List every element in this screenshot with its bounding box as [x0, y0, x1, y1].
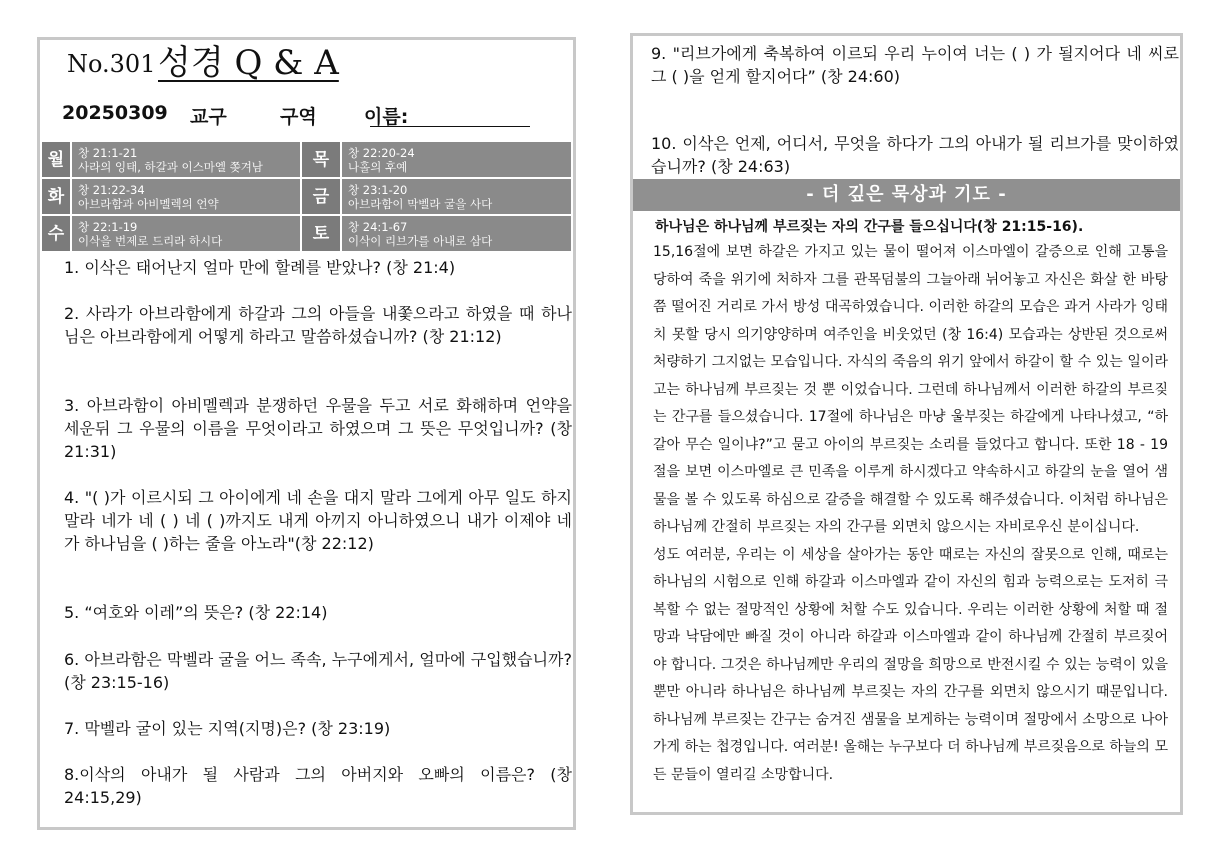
question-item: 5. “여호와 이레”의 뜻은? (창 22:14): [64, 603, 328, 622]
schedule-row: [41, 178, 572, 215]
question-item: 6. 아브라함은 막벨라 굴을 어느 족속, 누구에게서, 얼마에 구입했습니까? (창 23:15-16): [64, 650, 572, 692]
reading-schedule-table: [40, 140, 573, 253]
reading-desc: 아브라함과 아비멜렉의 언약: [78, 196, 219, 211]
schedule-row: [41, 141, 572, 178]
district-label: 구역: [280, 106, 317, 128]
question-item: 7. 막벨라 굴이 있는 지역(지명)은? (창 23:19): [64, 719, 391, 738]
day-cell: 목: [301, 141, 341, 178]
day-cell: 금: [301, 178, 341, 215]
reading-cell: [71, 215, 301, 252]
name-label: 이름:: [364, 106, 409, 128]
left-panel: [37, 37, 576, 830]
reading-cell: [71, 178, 301, 215]
reading-ref: 창 21:1-21: [78, 145, 138, 160]
reading-ref: 창 24:1-67: [348, 219, 408, 234]
schedule-row: [41, 215, 572, 252]
issue-number: No.301: [67, 50, 156, 78]
meditation-paragraph: 15,16절에 보면 하갈은 가지고 있는 물이 떨어져 이스마엘이 갈증으로 인해 고통을 당하여 죽을 위기에 처하자 그를 관목덤불의 그늘아래 뉘어놓고 자신은 화살 한 바탕쯤 떨어진 거리로 가서 방성 대곡하였습니다. 이러한 하갈의 모습은 과거 사라가 잉태치 못할 당시 의기양양하며 여주인을 비웃었던 (창 16:4) 모습과는 상반된 것으로써 처량하기 그지없는 모습입니다. 자식의 죽음의 위기 앞에서 하갈이 할 수 있는 일이라고는 하나님께 부르짖는 것 뿐 이었습니다. 그런데 하나님께서 이러한 하갈의 부르짖는 간구를 들으셨습니다. 17절에 하나님은 마냥 울부짖는 하갈에게 나타나셨고, “하갈아 무슨 일이냐?”고 묻고 아이의 부르짖는 소리를 들었다고 합니다. 또한 18 - 19절을 보면 이스마엘로 큰 민족을 이루게 하시겠다고 약속하시고 하갈의 눈을 열어 샘물을 볼 수 있도록 하심으로 갈증을 해결할 수 있도록 해주셨습니다. 이처럼 하나님은 하나님께 간절히 부르짖는 자의 간구를 외면치 않으시는 자비로우신 분이십니다.: [653, 244, 1168, 535]
day-cell: 수: [41, 215, 71, 252]
reading-cell: [341, 178, 572, 215]
reading-desc: 사라의 잉태, 하갈과 이스마엘 쫒겨남: [78, 159, 263, 174]
meditation-body: [653, 239, 1168, 789]
meditation-heading: - 더 깊은 묵상과 기도 -: [633, 179, 1180, 211]
question-item: 1. 이삭은 태어난지 얼마 만에 할례를 받았나? (창 21:4): [64, 258, 456, 277]
worksheet-header: [40, 40, 573, 140]
day-cell: 토: [301, 215, 341, 252]
question-item: 10. 이삭은 언제, 어디서, 무엇을 하다가 그의 아내가 될 리브가를 맞이하였습니까? (창 24:63): [651, 134, 1179, 176]
reading-desc: 이삭이 리브가를 아내로 삼다: [348, 233, 493, 248]
meditation-subtitle: 하나님은 하나님께 부르짖는 자의 간구를 들으십니다(창 21:15-16).: [655, 219, 1084, 235]
right-panel: [630, 33, 1183, 815]
reading-desc: 이삭을 번제로 드리라 하시다: [78, 233, 223, 248]
question-item: 8.이삭의 아내가 될 사람과 그의 아버지와 오빠의 이름은? (창 24:15,29): [64, 765, 572, 807]
meditation-paragraph: 성도 여러분, 우리는 이 세상을 살아가는 동안 때로는 자신의 잘못으로 인해, 때로는 하나님의 시험으로 인해 하갈과 이스마엘과 같이 자신의 힘과 능력으로는 도저히 극복할 수 없는 절망적인 상황에 처할 수도 있습니다. 우리는 이러한 상황에 처할 때 절망과 낙담에만 빠질 것이 아니라 하갈과 이스마엘과 같이 하나님께 간절히 부르짖어야 합니다. 그것은 하나님께만 우리의 절망을 희망으로 반전시킬 수 있는 능력이 있을 뿐만 아니라 하나님은 하나님께 부르짖는 자의 간구를 외면치 않으시기 때문입니다. 하나님께 부르짖는 간구는 숨겨진 샘물을 보게하는 능력이며 절망에서 소망으로 나아가게 하는 첩경입니다. 여러분! 올해는 누구보다 더 하나님께 부르짖음으로 하늘의 모든 문들이 열리길 소망합니다.: [653, 546, 1168, 783]
church-label: 교구: [190, 106, 227, 128]
question-item: 9. "리브가에게 축복하여 이르되 우리 누이여 너는 ( ) 가 될지어다 네 씨로 그 ( )을 얻게 할지어다” (창 24:60): [651, 44, 1179, 86]
reading-ref: 창 22:20-24: [348, 145, 415, 160]
day-cell: 월: [41, 141, 71, 178]
name-underline: [370, 126, 530, 127]
reading-desc: 나홀의 후예: [348, 159, 408, 174]
question-item: 2. 사라가 아브라함에게 하갈과 그의 아들을 내쫓으라고 하였을 때 하나님은 아브라함에게 어떻게 하라고 말씀하셨습니까? (창 21:12): [64, 304, 572, 346]
reading-desc: 아브라함이 막벨라 굴을 사다: [348, 196, 493, 211]
reading-ref: 창 22:1-19: [78, 219, 138, 234]
page-title: 성경 Q & A: [158, 43, 339, 83]
reading-cell: [71, 141, 301, 178]
reading-ref: 창 21:22-34: [78, 182, 145, 197]
reading-cell: [341, 215, 572, 252]
date-label: 20250309: [62, 102, 168, 124]
question-item: 4. "( )가 이르시되 그 아이에게 네 손을 대지 말라 그에게 아무 일도 하지 말라 네가 네 ( ) 네 ( )까지도 내게 아끼지 아니하였으니 내가 이제야 네가 하나님을 ( )하는 줄을 아노라"(창 22:12): [64, 488, 572, 553]
reading-cell: [341, 141, 572, 178]
question-item: 3. 아브라함이 아비멜렉과 분쟁하던 우물을 두고 서로 화해하며 언약을 세운뒤 그 우물의 이름을 무엇이라고 하였으며 그 뜻은 무엇입니까? (창 21:31): [64, 396, 572, 461]
day-cell: 화: [41, 178, 71, 215]
reading-ref: 창 23:1-20: [348, 182, 408, 197]
